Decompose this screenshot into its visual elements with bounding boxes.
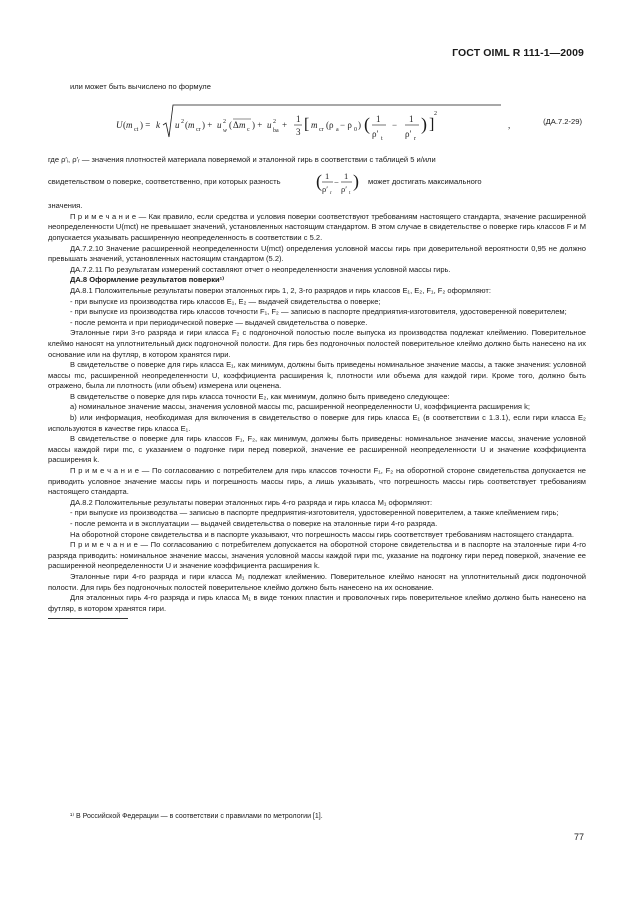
list-item: - после ремонта и при периодической поверке — выдачей свидетельства о поверке. [70, 317, 368, 327]
svg-text:) =: ) = [140, 119, 151, 130]
list-item: - при выпуске из производства гирь классов E₁, E₂ — выдачей свидетельства о поверке; [70, 296, 381, 306]
svg-text:) +: ) + [202, 119, 213, 130]
svg-text:[: [ [304, 115, 310, 133]
svg-text:m: m [126, 119, 133, 130]
svg-text:(: ( [316, 171, 322, 192]
paragraph: В свидетельстве о поверке для гирь класса точности E₂, как минимум, должно быть приведено следующее: [70, 391, 450, 401]
svg-text:m: m [239, 119, 246, 130]
svg-text:1: 1 [409, 113, 414, 124]
svg-text:−: − [392, 119, 398, 130]
svg-text:+: + [282, 119, 288, 130]
svg-text:ρ′: ρ′ [372, 128, 379, 139]
svg-text:m: m [188, 119, 195, 130]
svg-text:c: c [247, 126, 250, 133]
svg-text:cr: cr [319, 126, 324, 133]
section-heading-text: ДА.8 Оформление результатов поверки¹⁾ [70, 275, 225, 285]
svg-text:(ρ: (ρ [326, 119, 334, 130]
svg-text:a: a [336, 126, 339, 133]
paragraph: b) или информация, необходимая для включения в свидетельство о поверке для гирь класса E₁ (в соответствии с 1.3.1), если гири класса E₂ используются в качестве гирь класса E₁. [48, 413, 586, 433]
note-paragraph: П р и м е ч а н и е — По согласованию с потребителем допускается на оборотной стороне свидетельства и в паспорте на эталонные гири 4-го разряда приводить: номинальное значение массы, значения условной массы каждой гири mc, указание на подгонку гири перед поверкой, значение ее расширенной неопределенности U и значение коэффициента расширения k. [48, 540, 586, 571]
svg-text:1: 1 [344, 171, 349, 182]
svg-text:): ) [421, 113, 427, 134]
paragraph: Для эталонных гирь 4-го разряда и гирь класса M₁ в виде тонких пластин и проволочных гирь поверительное клеймо должно быть нанесено на футляр, в котором хранятся гири. [48, 593, 586, 613]
svg-text:1: 1 [325, 171, 330, 182]
svg-text:ct: ct [134, 126, 139, 133]
formula-block [48, 97, 586, 151]
where-line: где ρ′ᵢ, ρ′ᵣ — значения плотностей материала поверяемой и эталонной гирь в соответствии с таблицей 5 и/или [48, 154, 436, 164]
svg-text:1: 1 [296, 113, 301, 124]
formula-number: (ДА.7.2-29) [543, 116, 582, 126]
svg-text:u: u [217, 119, 222, 130]
list-item: - после ремонта и в эксплуатации — выдачей свидетельства о поверке на эталонные гири 4-го разряда. [70, 519, 438, 528]
svg-text:u: u [267, 119, 272, 130]
svg-text:2: 2 [273, 118, 276, 125]
where-end: значения. [48, 201, 83, 211]
where-text-left: свидетельством о поверке, соответственно, при которых разность [48, 177, 281, 187]
svg-text:k: k [156, 119, 160, 130]
svg-text:) +: ) + [252, 119, 263, 130]
svg-text:(: ( [123, 119, 126, 130]
clause-7-2-10: ДА.7.2.10 Значение расширенной неопределенности U(mct) определения условной массы гирь при доверительной вероятности 0,95 не должно превышать значений, установленных настоящим стандартом (5.2). [48, 243, 586, 264]
page-number: 77 [573, 832, 584, 842]
svg-text:2: 2 [434, 110, 437, 117]
svg-text:− ρ: − ρ [340, 119, 352, 130]
where-text-right: может достигать максимального [368, 177, 482, 187]
svg-text:m: m [311, 119, 318, 130]
svg-text:(: ( [364, 113, 370, 134]
uncertainty-formula [116, 97, 536, 151]
svg-text:u: u [175, 119, 180, 130]
svg-text:]: ] [429, 115, 435, 133]
svg-text:r: r [414, 135, 416, 142]
page-body [48, 82, 586, 629]
svg-text:3: 3 [296, 126, 301, 137]
paragraph: Эталонные гири 3-го разряда и гири класса F₂ с подгоночной полостью после выпуска из производства подлежат клеймению. Поверительное клеймо наносят на уплотнительный диск подгоночной полости. Для гирь без подгоночных полостей поверительное клеймо должно быть нанесено на их основание или на футляр, в котором хранятся гири. [48, 328, 586, 359]
svg-text:w: w [223, 127, 228, 134]
svg-text:ρ′: ρ′ [322, 184, 329, 195]
footnote-separator [48, 618, 128, 619]
svg-text:): ) [353, 171, 359, 192]
svg-text:U: U [116, 119, 123, 130]
svg-text:): ) [358, 119, 361, 130]
list-item: - при выпуске из производства гирь классов точности F₁, F₂ — записью в паспорте предприятия-изготовителя, удостоверенной поверителем; [70, 307, 567, 317]
svg-text:1: 1 [376, 113, 381, 124]
svg-text:t: t [349, 191, 351, 197]
svg-text:(: ( [229, 119, 232, 130]
section-heading [48, 275, 586, 286]
svg-text:(: ( [185, 119, 188, 130]
svg-text:ρ′: ρ′ [405, 128, 412, 139]
paragraph: а) номинальное значение массы, значения условной массы mc, расширенной неопределенности U, коэффициента расширения k; [70, 402, 530, 412]
paragraph: В свидетельстве о поверке для гирь классов F₁, F₂, как минимум, должны быть приведены: номинальное значение массы, значение условной массы каждой гири mc, с указанием о подгонке гири перед поверкой, значение ее расширенной неопределенности U и значение коэффициента расширения k. [48, 434, 586, 465]
svg-text:cr: cr [196, 126, 201, 133]
svg-text:ρ′: ρ′ [341, 184, 348, 195]
note-paragraph: П р и м е ч а н и е — По согласованию с потребителем для гирь классов точности F₁, F₂ на оборотной стороне свидетельства допускается не приводить условное значение массы гирь и погрешность массы гирь, а лишь указывать, что погрешность массы гирь соответствует требованиям настоящего стандарта. [48, 466, 586, 497]
svg-text:2: 2 [181, 118, 184, 125]
footnote: ¹⁾ В Российской Федерации — в соответствии с правилами по метрологии [1]. [70, 813, 323, 820]
svg-text:−: − [334, 177, 339, 188]
svg-text:2: 2 [223, 118, 226, 125]
paragraph: В свидетельстве о поверке для гирь класса E₁, как минимум, должны быть приведены номинальное значение массы, а также значения: условной массы mc, расширенной неопределенности U, коэффициента расширения k, плотности или объема для каждой гири. Кроме того, должно быть отражено, была ли плотность (или объем) измерена или оценена. [48, 360, 586, 391]
note-paragraph: П р и м е ч а н и е — Как правило, если средства и условия поверки соответствуют требованиям настоящего стандарта, значение расширенной неопределенности U(mct) не превышает значений, установленных настоящим стандартом. В этом случае в свидетельстве о поверке гирь классов F и M допускается указывать расширенную неопределенность в соответствии с 5.2. [48, 211, 587, 242]
clause-8-1: ДА.8.1 Положительные результаты поверки эталонных гирь 1, 2, 3-го разрядов и гирь классов E₁, E₂, F₁, F₂ оформляют: [70, 285, 491, 295]
clause-7-2-11: ДА.7.2.11 По результатам измерений составляют отчет о неопределенности значения условной массы гирь. [70, 264, 451, 274]
svg-text:Δ: Δ [233, 119, 239, 130]
svg-text:,: , [508, 119, 511, 130]
formula-lead: или может быть вычислено по формуле [70, 82, 211, 91]
svg-text:ba: ba [273, 127, 279, 134]
list-item: - при выпуске из производства — записью в паспорте предприятия-изготовителя, удостоверенной поверителем, а также клеймением гирь; [70, 508, 559, 518]
svg-text:0: 0 [354, 126, 357, 133]
density-difference-fraction [316, 167, 360, 199]
clause-8-2: ДА.8.2 Положительные результаты поверки эталонных гирь 4-го разряда и гирь класса M₁ оформляют: [70, 497, 433, 507]
paragraph: Эталонные гири 4-го разряда и гири класса M₁ подлежат клеймению. Поверительное клеймо наносят на уплотнительный диск подгоночной полости. Для гирь без подгоночных полостей поверительное клеймо должно быть нанесено на их основание. [48, 571, 586, 592]
paragraph: На оборотной стороне свидетельства и в паспорте указывают, что погрешность массы гирь соответствует требованиям настоящего стандарта. [70, 529, 574, 539]
where-fraction-row [48, 165, 586, 201]
page-header-title: ГОСТ OIML R 111-1—2009 [452, 47, 584, 59]
svg-text:r: r [330, 191, 332, 197]
svg-text:t: t [381, 135, 383, 142]
